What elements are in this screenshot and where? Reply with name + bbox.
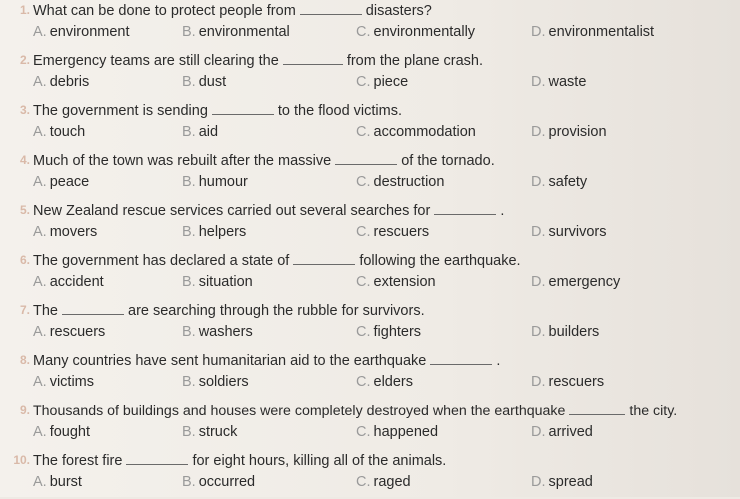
answer-blank[interactable] [300,2,362,15]
option-a[interactable]: A. movers [33,224,98,240]
option-b[interactable]: B. soldiers [182,374,249,390]
option-a[interactable]: A. victims [33,374,95,390]
question-number: 6. [19,253,30,267]
option-a[interactable]: A. peace [33,174,90,190]
option-d[interactable]: D. waste [531,74,587,90]
answer-blank[interactable] [430,352,492,365]
question-number: 4. [19,153,30,167]
question-number: 1. [19,3,30,17]
option-c[interactable]: C. fighters [356,324,422,340]
option-d[interactable]: D. safety [531,174,588,190]
answer-blank[interactable] [335,152,397,165]
question-10 [0,450,740,499]
option-c[interactable]: C. raged [356,474,411,490]
option-a[interactable]: A. burst [33,474,82,490]
question-stem: The are searching through the rubble for survivors. [33,303,425,319]
option-c[interactable]: C. destruction [356,174,445,190]
question-stem: New Zealand rescue services carried out several searches for . [33,203,505,219]
question-number: 8. [19,353,30,367]
question-number: 9. [19,403,30,417]
question-7 [0,300,740,349]
question-2 [0,50,740,99]
option-c[interactable]: C. happened [356,424,439,440]
question-stem: Many countries have sent humanitarian aid to the earthquake . [33,353,501,369]
option-b[interactable]: B. occurred [182,474,256,490]
question-stem: The forest fire for eight hours, killing all of the animals. [33,453,447,469]
option-c[interactable]: C. accommodation [356,124,476,140]
option-b[interactable]: B. humour [182,174,248,190]
option-a[interactable]: A. rescuers [33,324,106,340]
option-d[interactable]: D. spread [531,474,593,490]
option-a[interactable]: A. fought [33,424,91,440]
option-c[interactable]: C. rescuers [356,224,430,240]
option-d[interactable]: D. rescuers [531,374,605,390]
option-b[interactable]: B. washers [182,324,253,340]
question-5 [0,200,740,249]
option-c[interactable]: C. elders [356,374,413,390]
option-b[interactable]: B. helpers [182,224,247,240]
option-b[interactable]: B. aid [182,124,219,140]
question-number: 5. [19,203,30,217]
answer-blank[interactable] [293,252,355,265]
option-a[interactable]: A. environment [33,24,130,40]
question-stem: The government has declared a state of following the earthquake. [33,253,521,269]
question-6 [0,250,740,299]
answer-blank[interactable] [212,102,274,115]
option-d[interactable]: D. provision [531,124,607,140]
option-d[interactable]: D. emergency [531,274,621,290]
option-b[interactable]: B. situation [182,274,253,290]
option-d[interactable]: D. arrived [531,424,593,440]
question-4 [0,150,740,199]
option-d[interactable]: D. environmentalist [531,24,655,40]
answer-blank[interactable] [569,402,625,415]
answer-blank[interactable] [126,452,188,465]
question-number: 10. [13,453,30,467]
option-d[interactable]: D. builders [531,324,600,340]
option-c[interactable]: C. piece [356,74,409,90]
option-d[interactable]: D. survivors [531,224,607,240]
question-stem: The government is sending to the flood victims. [33,103,403,119]
question-stem: Much of the town was rebuilt after the massive of the tornado. [33,153,495,169]
question-number: 3. [19,103,30,117]
question-1 [0,0,740,49]
question-9 [0,400,740,449]
option-c[interactable]: C. environmentally [356,24,476,40]
option-a[interactable]: A. accident [33,274,104,290]
answer-blank[interactable] [62,302,124,315]
option-c[interactable]: C. extension [356,274,436,290]
question-3 [0,100,740,149]
question-8 [0,350,740,399]
option-a[interactable]: A. debris [33,74,90,90]
answer-blank[interactable] [283,52,343,65]
question-number: 7. [19,303,30,317]
question-stem: What can be done to protect people from disasters? [33,3,432,19]
question-stem: Thousands of buildings and houses were completely destroyed when the earthquake the city. [33,403,678,419]
option-b[interactable]: B. environmental [182,24,290,40]
answer-blank[interactable] [434,202,496,215]
question-number: 2. [19,53,30,67]
option-b[interactable]: B. struck [182,424,238,440]
option-b[interactable]: B. dust [182,74,227,90]
question-stem: Emergency teams are still clearing the from the plane crash. [33,53,484,69]
option-a[interactable]: A. touch [33,124,86,140]
